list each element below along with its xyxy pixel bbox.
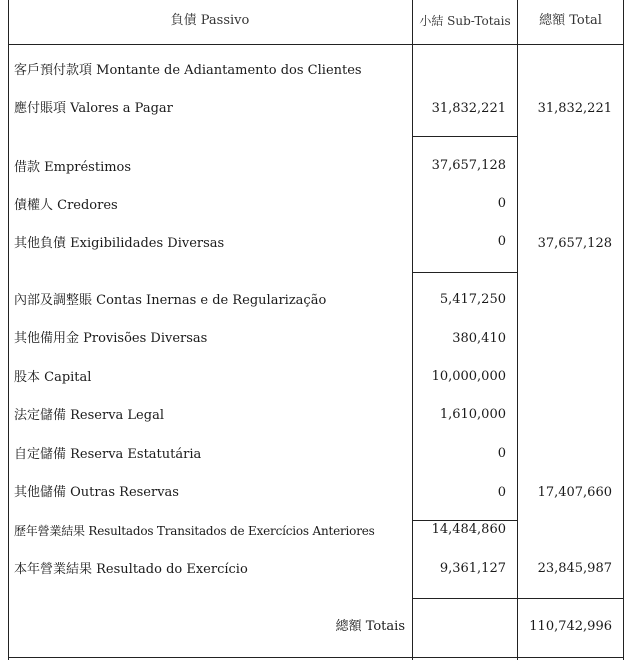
row-label: 股本 Capital (14, 370, 92, 385)
rule-before-totals-sub (412, 598, 518, 599)
row-subtotal: 14,484,860 (431, 522, 506, 537)
row-subtotal: 1,610,000 (439, 407, 506, 422)
row-subtotal: 0 (497, 234, 506, 249)
rule-before-results-sub (412, 520, 518, 521)
grand-total: 110,742,996 (529, 619, 612, 634)
row-subtotal: 0 (497, 446, 506, 461)
header-total: 總額 Total (539, 13, 602, 28)
header-subtotals: 小結 Sub-Totais (419, 14, 511, 28)
row-label: 應付賬項 Valores a Pagar (14, 101, 173, 116)
left-border (8, 0, 9, 660)
row-total: 31,832,221 (537, 101, 612, 116)
row-label: 本年營業結果 Resultado do Exercício (14, 562, 248, 577)
row-label: 其他儲備 Outras Reservas (14, 485, 179, 500)
row-label: 客戶預付款項 Montante de Adiantamento dos Clientes (14, 63, 362, 78)
rule-before-totals-total (517, 598, 624, 599)
right-border (623, 0, 624, 660)
row-subtotal: 31,832,221 (431, 101, 506, 116)
row-total: 23,845,987 (537, 561, 612, 576)
bottom-border (8, 657, 624, 658)
row-label: 其他負債 Exigibilidades Diversas (14, 236, 225, 251)
totals-label: 總額 Totais (335, 619, 405, 634)
row-subtotal: 10,000,000 (431, 369, 506, 384)
row-label: 其他備用金 Provisões Diversas (14, 331, 208, 346)
row-total: 17,407,660 (537, 485, 612, 500)
header-bottom-rule (8, 44, 624, 45)
row-subtotal: 9,361,127 (439, 561, 506, 576)
row-label: 歷年營業結果 Resultados Transitados de Exercícios Anteriores (14, 524, 375, 538)
row-label: 債權人 Credores (14, 198, 118, 213)
row-label: 自定儲備 Reserva Estatutária (14, 447, 202, 462)
row-label: 法定儲備 Reserva Legal (14, 408, 164, 423)
row-subtotal: 0 (497, 196, 506, 211)
row-subtotal: 37,657,128 (431, 158, 506, 173)
row-label: 內部及調整賬 Contas Inernas e de Regularização (14, 293, 327, 308)
row-subtotal: 5,417,250 (439, 292, 506, 307)
rule-after-other-liabilities-sub (412, 272, 518, 273)
row-subtotal: 380,410 (452, 331, 506, 346)
rule-after-payables-sub (412, 136, 518, 137)
header-liability: 負債 Passivo (170, 13, 250, 28)
row-label: 借款 Empréstimos (14, 160, 132, 175)
row-subtotal: 0 (497, 485, 506, 500)
row-total: 37,657,128 (537, 236, 612, 251)
